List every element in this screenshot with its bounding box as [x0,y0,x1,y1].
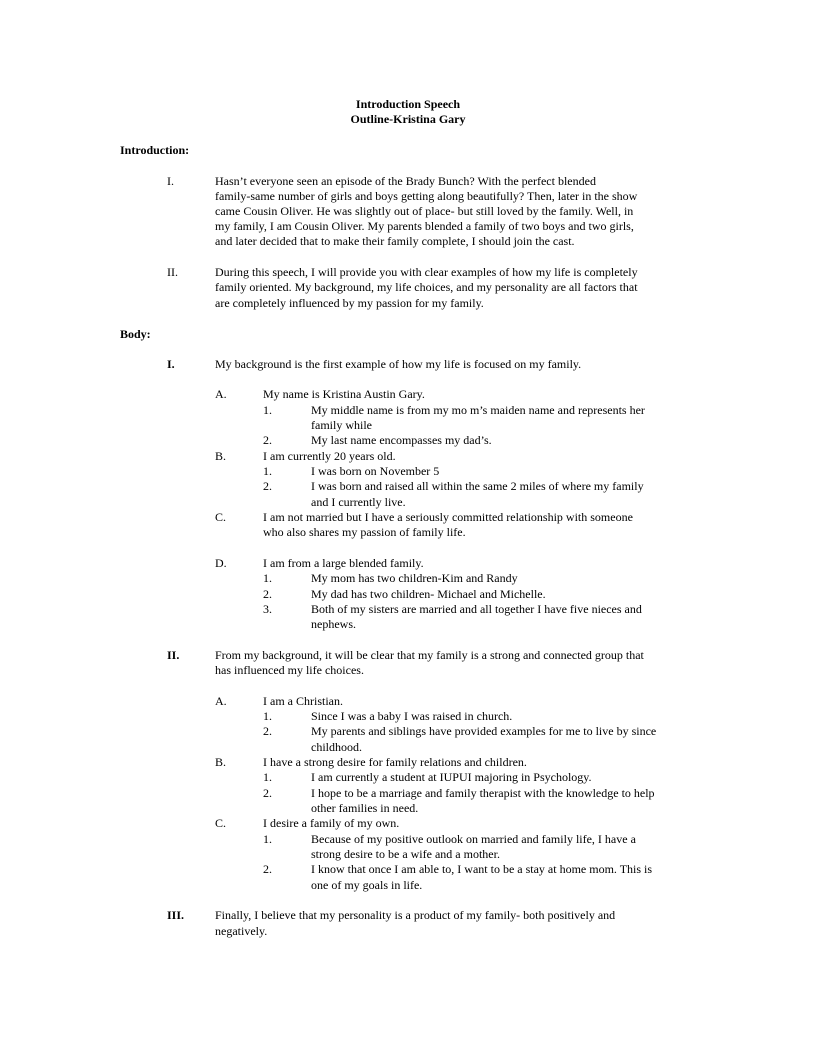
item-line: strong desire to be a wife and a mother. [311,847,500,861]
item-line: I was born on November 5 [311,464,440,478]
sub-marker: C. [215,816,227,830]
item-marker: 3. [263,602,272,616]
sub-marker: B. [215,755,227,769]
sub-marker: A. [215,387,227,401]
item-line: Because of my positive outlook on married and family life, I have a [311,832,636,846]
item-line: one of my goals in life. [311,878,423,892]
intro-item-line: are completely influenced by my passion for my family. [215,296,484,310]
sub-line: My name is Kristina Austin Gary. [263,387,425,401]
item-marker: 1. [263,464,272,478]
body-point-line: From my background, it will be clear that my family is a strong and connected group that [215,648,644,662]
item-marker: 1. [263,709,272,723]
item-line: I am currently a student at IUPUI majoring in Psychology. [311,770,592,784]
sub-line: I am currently 20 years old. [263,449,396,463]
item-marker: 2. [263,724,272,738]
body-point-line: has influenced my life choices. [215,663,364,677]
item-line: My mom has two children-Kim and Randy [311,571,518,585]
item-line: childhood. [311,740,362,754]
item-marker: 2. [263,433,272,447]
sub-line: I am a Christian. [263,694,343,708]
intro-item-line: and later decided that to make their family complete, I should join the cast. [215,234,575,248]
item-line: other families in need. [311,801,419,815]
item-marker: 1. [263,770,272,784]
sub-line: I am not married but I have a seriously committed relationship with someone [263,510,633,524]
item-marker: 1. [263,403,272,417]
item-marker: 1. [263,832,272,846]
intro-item-line: came Cousin Oliver. He was slightly out of place- but still loved by the family. Well, in [215,204,634,218]
sub-line: I desire a family of my own. [263,816,400,830]
sub-marker: C. [215,510,227,524]
item-marker: 2. [263,786,272,800]
body-point-line: Finally, I believe that my personality is a product of my family- both positively and [215,908,616,922]
item-marker: 2. [263,587,272,601]
intro-item-line: family oriented. My background, my life choices, and my personality are all factors that [215,280,638,294]
body-point-marker: I. [167,357,175,371]
body-heading: Body: [120,327,151,341]
sub-marker: A. [215,694,227,708]
item-line: My middle name is from my mo m’s maiden name and represents her [311,403,645,417]
sub-marker: B. [215,449,227,463]
body-point-marker: II. [167,648,180,662]
intro-item-line: During this speech, I will provide you with clear examples of how my life is completely [215,265,638,279]
body-point-line: negatively. [215,924,268,938]
item-line: Both of my sisters are married and all together I have five nieces and [311,602,642,616]
item-line: I hope to be a marriage and family therapist with the knowledge to help [311,786,655,800]
item-line: I know that once I am able to, I want to be a stay at home mom. This is [311,862,653,876]
body-point-line: My background is the first example of how my life is focused on my family. [215,357,582,371]
item-line: family while [311,418,372,432]
item-line: My dad has two children- Michael and Michelle. [311,587,546,601]
item-marker: 2. [263,479,272,493]
item-line: My last name encompasses my dad’s. [311,433,492,447]
item-line: and I currently live. [311,495,406,509]
document-title: Introduction Speech [355,97,461,111]
introduction-heading: Introduction: [120,143,190,157]
item-line: Since I was a baby I was raised in church. [311,709,513,723]
item-marker: 2. [263,862,272,876]
sub-marker: D. [215,556,227,570]
sub-line: who also shares my passion of family life. [263,525,466,539]
intro-item-line: my family, I am Cousin Oliver. My parents blended a family of two boys and two girls, [215,219,634,233]
intro-item-marker: I. [167,174,174,188]
body-point-marker: III. [167,908,185,922]
item-line: nephews. [311,617,356,631]
intro-item-marker: II. [167,265,178,279]
sub-line: I am from a large blended family. [263,556,424,570]
sub-line: I have a strong desire for family relations and children. [263,755,527,769]
item-line: I was born and raised all within the same 2 miles of where my family [311,479,644,493]
item-line: My parents and siblings have provided examples for me to live by since [311,724,657,738]
intro-item-line: family-same number of girls and boys getting along beautifully? Then, later in the show [215,189,638,203]
document-subtitle: Outline-Kristina Gary [350,112,466,126]
item-marker: 1. [263,571,272,585]
intro-item-line: Hasn’t everyone seen an episode of the Brady Bunch? With the perfect blended [215,174,596,188]
